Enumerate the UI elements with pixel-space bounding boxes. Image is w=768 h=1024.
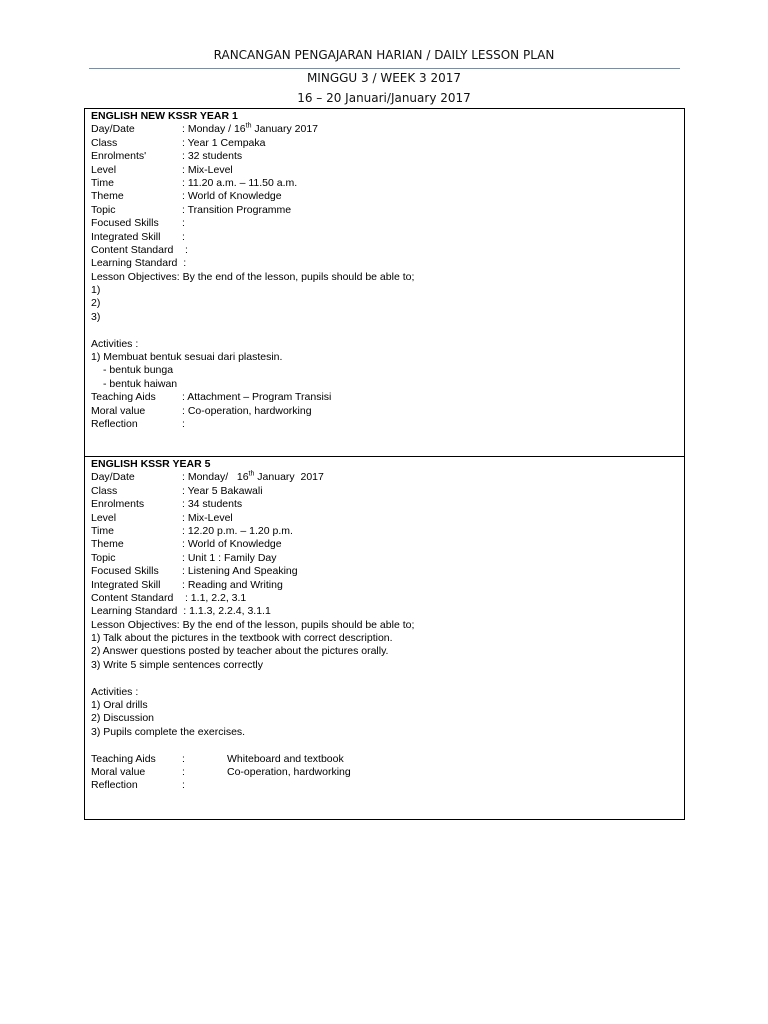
level-label: Level — [91, 511, 117, 524]
focused-skills-value: : Listening And Speaking — [182, 565, 298, 578]
activity-1: 1) Oral drills — [91, 699, 148, 712]
activities-label: Activities : — [91, 337, 139, 350]
integrated-skill-label: Integrated Skill — [91, 230, 161, 243]
lesson-title: ENGLISH NEW KSSR YEAR 1 — [91, 110, 238, 122]
class-label: Class — [91, 136, 118, 149]
objective-3: 3) Write 5 simple sentences correctly — [91, 658, 263, 671]
theme-value: : World of Knowledge — [182, 190, 282, 203]
theme-label: Theme — [91, 190, 124, 203]
focused-skills-row — [91, 217, 680, 230]
time-row — [91, 525, 680, 538]
moral-value-value: : Co-operation, hardworking — [182, 404, 312, 417]
focused-skills-value: : — [182, 217, 185, 230]
reflection-value: : — [182, 417, 185, 430]
class-row — [91, 137, 680, 150]
objective-1: 1) — [91, 284, 101, 297]
moral-value-colon: : — [182, 765, 185, 778]
reflection-row — [91, 779, 680, 792]
level-row — [91, 164, 680, 177]
lesson-objectives: Lesson Objectives: By the end of the lesson, pupils should be able to; — [91, 270, 415, 283]
document-title: RANCANGAN PENGAJARAN HARIAN / DAILY LESSON PLAN — [213, 48, 555, 62]
time-label: Time — [91, 176, 114, 189]
lesson-objectives: Lesson Objectives: By the end of the lesson, pupils should be able to; — [91, 618, 415, 631]
enrolments-value: : 34 students — [182, 498, 243, 511]
activity-3: 3) Pupils complete the exercises. — [91, 725, 246, 738]
theme-row — [91, 538, 680, 551]
week-label: MINGGU 3 / WEEK 3 2017 — [306, 71, 462, 85]
integrated-skill-value: : Reading and Writing — [182, 578, 283, 591]
level-value: : Mix-Level — [182, 163, 233, 176]
theme-row — [91, 190, 680, 203]
activities-label: Activities : — [91, 685, 139, 698]
enrolments-label: Enrolments — [91, 498, 145, 511]
day-date-label: Day/Date — [91, 471, 135, 484]
reflection-label: Reflection — [91, 779, 138, 792]
activity-1a: - bentuk bunga — [103, 364, 174, 377]
integrated-skill-value: : — [182, 230, 185, 243]
focused-skills-label: Focused Skills — [91, 565, 159, 578]
spacer — [91, 672, 680, 685]
reflection-row — [91, 418, 680, 431]
integrated-skill-row — [91, 579, 680, 592]
learning-standard: Learning Standard : — [91, 257, 187, 270]
learning-standard: Learning Standard : 1.1.3, 2.2.4, 3.1.1 — [91, 605, 271, 618]
day-date-value-end: January 2017 — [251, 123, 319, 136]
integrated-skill-label: Integrated Skill — [91, 578, 161, 591]
lesson-plan-year-1 — [84, 108, 685, 457]
integrated-skill-row — [91, 231, 680, 244]
class-value: : Year 5 Bakawali — [182, 484, 263, 497]
teaching-aids-row — [91, 391, 680, 404]
focused-skills-label: Focused Skills — [91, 217, 159, 230]
teaching-aids-row — [91, 753, 680, 766]
teaching-aids-value: : Attachment – Program Transisi — [182, 391, 332, 404]
day-date-suffix: th — [248, 470, 255, 478]
content-standard: Content Standard : 1.1, 2.2, 3.1 — [91, 591, 247, 604]
teaching-aids-label: Teaching Aids — [91, 752, 156, 765]
teaching-aids-value: Whiteboard and textbook — [227, 752, 344, 765]
time-value: : 12.20 p.m. – 1.20 p.m. — [182, 524, 293, 537]
day-date-suffix: th — [245, 122, 252, 130]
moral-value-label: Moral value — [91, 404, 146, 417]
day-date-label: Day/Date — [91, 123, 135, 136]
reflection-label: Reflection — [91, 417, 138, 430]
teaching-aids-colon: : — [182, 752, 185, 765]
focused-skills-row — [91, 565, 680, 578]
lesson-title: ENGLISH KSSR YEAR 5 — [91, 458, 211, 470]
spacer — [91, 324, 680, 337]
level-row — [91, 512, 680, 525]
class-value: : Year 1 Cempaka — [182, 136, 266, 149]
theme-label: Theme — [91, 538, 124, 551]
level-label: Level — [91, 163, 117, 176]
topic-label: Topic — [91, 551, 116, 564]
content-standard: Content Standard : — [91, 243, 188, 256]
level-value: : Mix-Level — [182, 511, 233, 524]
objective-2: 2) — [91, 297, 101, 310]
day-date-value-end: January 2017 — [254, 471, 324, 484]
enrolments-row — [91, 498, 680, 511]
time-label: Time — [91, 524, 114, 537]
objective-1: 1) Talk about the pictures in the textbook with correct description. — [91, 632, 393, 645]
day-date-row — [91, 471, 680, 484]
topic-value: : Transition Programme — [182, 203, 292, 216]
lesson-plan-year-5 — [84, 456, 685, 820]
activity-1b: - bentuk haiwan — [103, 377, 178, 390]
moral-value-row — [91, 766, 680, 779]
day-date-value-start: : Monday/ 16 — [182, 471, 249, 484]
moral-value-row — [91, 405, 680, 418]
topic-label: Topic — [91, 203, 116, 216]
topic-row — [91, 552, 680, 565]
spacer — [91, 739, 680, 752]
activity-2: 2) Discussion — [91, 712, 155, 725]
enrolments-value: : 32 students — [182, 150, 243, 163]
objective-3: 3) — [91, 310, 101, 323]
theme-value: : World of Knowledge — [182, 538, 282, 551]
time-row — [91, 177, 680, 190]
topic-value: : Unit 1 : Family Day — [182, 551, 277, 564]
teaching-aids-label: Teaching Aids — [91, 391, 156, 404]
enrolments-label: Enrolments' — [91, 150, 147, 163]
header-divider — [89, 68, 680, 69]
day-date-value-start: : Monday / 16 — [182, 123, 246, 136]
activity-1: 1) Membuat bentuk sesuai dari plastesin. — [91, 351, 283, 364]
date-range: 16 – 20 Januari/January 2017 — [297, 91, 471, 105]
objective-2: 2) Answer questions posted by teacher about the pictures orally. — [91, 645, 389, 658]
day-date-row — [91, 123, 680, 136]
reflection-colon: : — [182, 779, 185, 792]
class-label: Class — [91, 484, 118, 497]
topic-row — [91, 204, 680, 217]
time-value: : 11.20 a.m. – 11.50 a.m. — [182, 176, 298, 189]
moral-value-value: Co-operation, hardworking — [227, 765, 351, 778]
enrolments-row — [91, 150, 680, 163]
moral-value-label: Moral value — [91, 765, 146, 778]
class-row — [91, 485, 680, 498]
